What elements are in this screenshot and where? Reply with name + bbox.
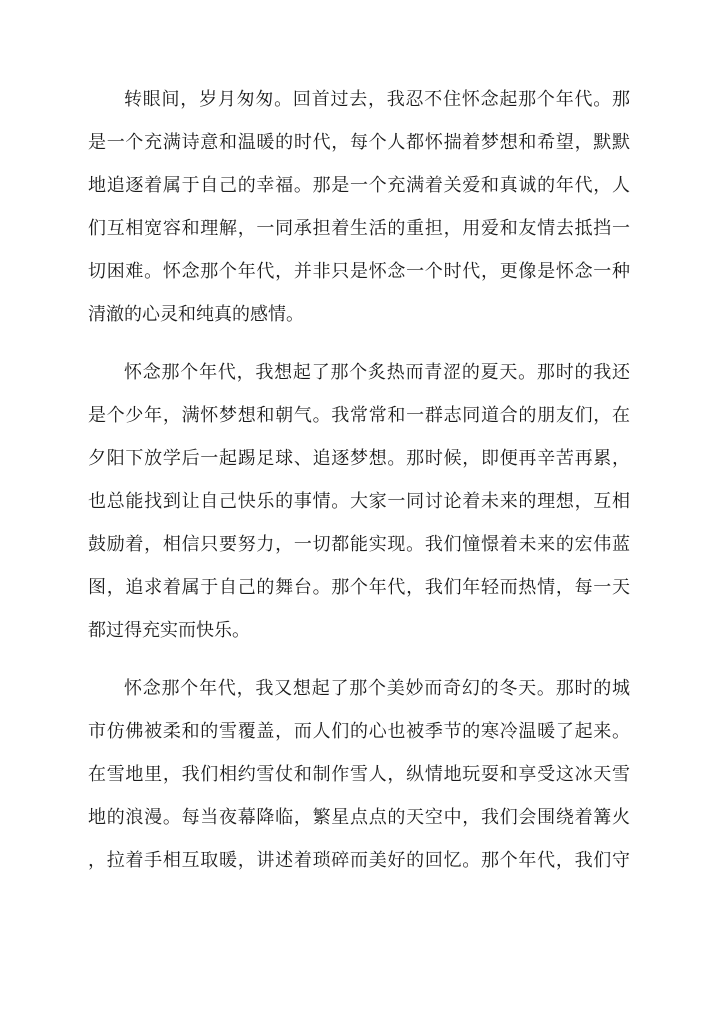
paragraph-1-line-4: 们互相宽容和理解，一同承担着生活的重担，用爱和友情去抵挡一 (88, 218, 630, 239)
paragraph-2-line-5: 鼓励着，相信只要努力，一切都能实现。我们憧憬着未来的宏伟蓝 (88, 534, 630, 555)
paragraph-2-line-3: 夕阳下放学后一起踢足球、追逐梦想。那时候，即便再辛苦再累， (88, 448, 630, 469)
paragraph-3-line-3: 在雪地里，我们相约雪仗和制作雪人，纵情地玩耍和享受这冰天雪 (88, 764, 630, 785)
paragraph-3-line-2: 市仿佛被柔和的雪覆盖，而人们的心也被季节的寒冷温暖了起来。 (88, 721, 630, 742)
paragraph-2-line-1: 怀念那个年代，我想起了那个炙热而青涩的夏天。那时的我还 (124, 362, 630, 383)
paragraph-2-line-6: 图，追求着属于自己的舞台。那个年代，我们年轻而热情，每一天 (88, 577, 630, 598)
paragraph-1-line-1: 转眼间，岁月匆匆。回首过去，我忍不住怀念起那个年代。那 (124, 89, 630, 110)
paragraph-1-line-5: 切困难。怀念那个年代，并非只是怀念一个时代，更像是怀念一种 (88, 261, 630, 282)
paragraph-1-line-6: 清澈的心灵和纯真的感情。 (88, 304, 304, 325)
paragraph-2-line-7: 都过得充实而快乐。 (88, 620, 250, 641)
paragraph-3-line-5: ，拉着手相互取暖，讲述着琐碎而美好的回忆。那个年代，我们守 (88, 850, 630, 871)
paragraph-1-line-2: 是一个充满诗意和温暖的时代，每个人都怀揣着梦想和希望，默默 (88, 132, 630, 153)
paragraph-2-line-2: 是个少年，满怀梦想和朝气。我常常和一群志同道合的朋友们，在 (88, 405, 630, 426)
paragraph-2-line-4: 也总能找到让自己快乐的事情。大家一同讨论着未来的理想，互相 (88, 491, 630, 512)
paragraph-3-line-4: 地的浪漫。每当夜幕降临，繁星点点的天空中，我们会围绕着篝火 (88, 807, 630, 828)
paragraph-1-line-3: 地追逐着属于自己的幸福。那是一个充满着关爱和真诚的年代，人 (88, 175, 630, 196)
paragraph-3-line-1: 怀念那个年代，我又想起了那个美妙而奇幻的冬天。那时的城 (124, 678, 630, 699)
